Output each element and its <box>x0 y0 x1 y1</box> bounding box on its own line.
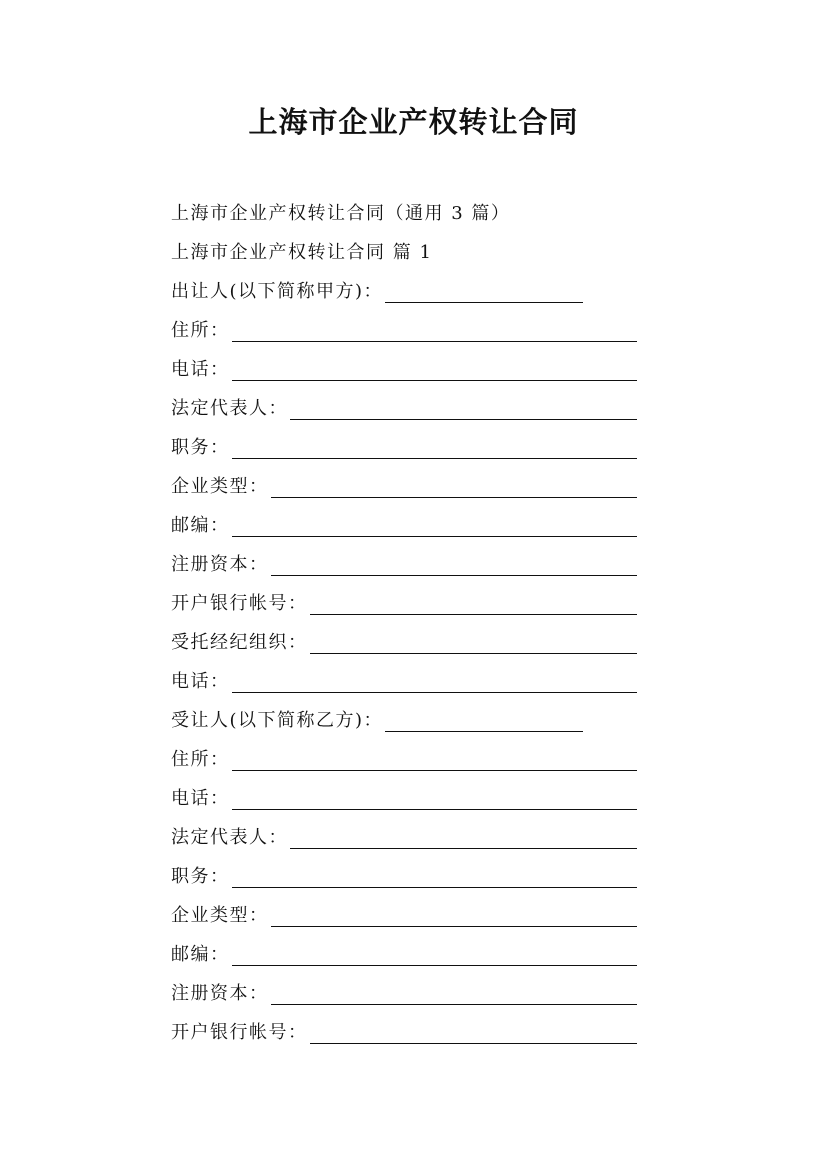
fill-in-blank[interactable] <box>310 596 638 615</box>
field-label: 电话： <box>171 788 230 809</box>
field-legal-representative <box>171 387 637 426</box>
field-label: 出让人(以下简称甲方)： <box>171 281 384 302</box>
field-address <box>171 738 637 777</box>
fill-in-blank[interactable] <box>232 674 638 693</box>
fill-in-blank[interactable] <box>232 323 638 342</box>
fill-in-blank[interactable] <box>232 362 638 381</box>
fill-in-blank[interactable] <box>232 440 638 459</box>
field-label: 职务： <box>171 437 230 458</box>
field-label: 企业类型： <box>171 476 269 497</box>
fill-in-blank[interactable] <box>232 791 638 810</box>
field-phone <box>171 777 637 816</box>
field-broker <box>171 621 637 660</box>
field-label: 电话： <box>171 359 230 380</box>
field-label: 开户银行帐号： <box>171 593 308 614</box>
field-label: 住所： <box>171 749 230 770</box>
field-address <box>171 309 637 348</box>
field-label: 电话： <box>171 671 230 692</box>
field-label: 邮编： <box>171 515 230 536</box>
fill-in-blank[interactable] <box>385 713 583 732</box>
field-phone <box>171 348 637 387</box>
field-label: 注册资本： <box>171 554 269 575</box>
field-label: 注册资本： <box>171 983 269 1004</box>
fill-in-blank[interactable] <box>232 518 638 537</box>
field-label: 住所： <box>171 320 230 341</box>
fill-in-blank[interactable] <box>385 284 583 303</box>
field-postcode <box>171 933 637 972</box>
field-broker-phone <box>171 660 637 699</box>
field-enterprise-type <box>171 894 637 933</box>
field-registered-capital <box>171 543 637 582</box>
field-label: 法定代表人： <box>171 398 288 419</box>
field-label: 受让人(以下简称乙方)： <box>171 710 384 731</box>
subtitle-text: 上海市企业产权转让合同（通用 3 篇） <box>171 203 511 224</box>
field-registered-capital <box>171 972 637 1011</box>
fill-in-blank[interactable] <box>310 1025 638 1044</box>
field-label: 邮编： <box>171 944 230 965</box>
field-bank-account <box>171 1011 637 1050</box>
fill-in-blank[interactable] <box>232 752 638 771</box>
fill-in-blank[interactable] <box>310 635 638 654</box>
field-position <box>171 855 637 894</box>
field-postcode <box>171 504 637 543</box>
page-title: 上海市企业产权转让合同 <box>248 105 579 139</box>
section-heading <box>171 231 637 270</box>
fill-in-blank[interactable] <box>271 986 638 1005</box>
field-label: 职务： <box>171 866 230 887</box>
fill-in-blank[interactable] <box>271 908 638 927</box>
section-heading-text: 上海市企业产权转让合同 篇 1 <box>171 242 433 263</box>
field-label: 受托经纪组织： <box>171 632 308 653</box>
document-subtitle <box>171 192 637 231</box>
fill-in-blank[interactable] <box>290 401 637 420</box>
document-body <box>171 192 637 1050</box>
field-enterprise-type <box>171 465 637 504</box>
fill-in-blank[interactable] <box>290 830 637 849</box>
field-transferor <box>171 270 637 309</box>
field-label: 企业类型： <box>171 905 269 926</box>
field-bank-account <box>171 582 637 621</box>
fill-in-blank[interactable] <box>232 869 638 888</box>
field-transferee <box>171 699 637 738</box>
field-label: 开户银行帐号： <box>171 1022 308 1043</box>
fill-in-blank[interactable] <box>271 557 638 576</box>
field-legal-representative <box>171 816 637 855</box>
fill-in-blank[interactable] <box>232 947 638 966</box>
field-position <box>171 426 637 465</box>
field-label: 法定代表人： <box>171 827 288 848</box>
fill-in-blank[interactable] <box>271 479 638 498</box>
